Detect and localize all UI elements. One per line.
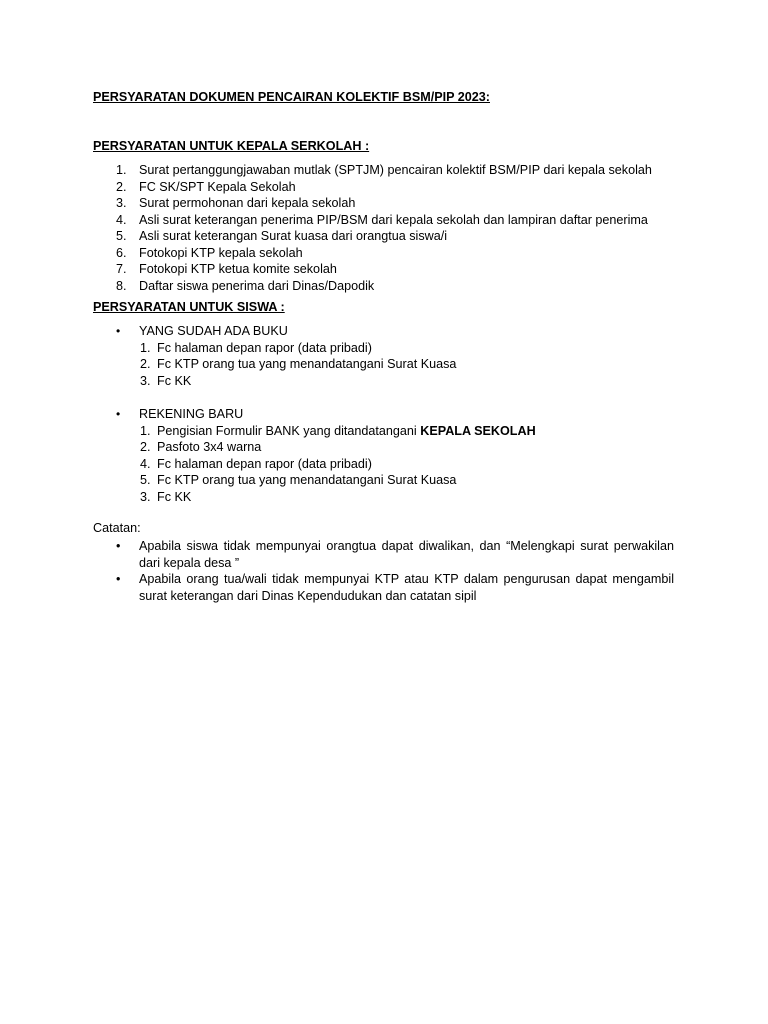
kepala-sekolah-list: [93, 162, 652, 294]
list-item: 3. Fc KK: [140, 489, 192, 504]
list-item: 4. Asli surat keterangan penerima PIP/BSM dari kepala sekolah dan lampiran daftar penerima: [116, 212, 648, 227]
siswa-heading: PERSYARATAN UNTUK SISWA :: [93, 300, 285, 314]
bullet-icon: •: [116, 539, 121, 553]
rekening-list: [93, 423, 536, 506]
list-item: 3. Fc KK: [140, 373, 192, 388]
bullet-icon: •: [116, 407, 121, 421]
list-item: 3. Surat permohonan dari kepala sekolah: [116, 196, 356, 210]
list-item: 6. Fotokopi KTP kepala sekolah: [116, 245, 303, 260]
list-item: • Apabila siswa tidak mempunyai orangtua dapat diwalikan, dan “Melengkapi surat perwakilan dari kepala desa ”: [116, 539, 674, 570]
list-item: 4. Fc halaman depan rapor (data pribadi): [140, 456, 372, 471]
list-item: 1. Pengisian Formulir BANK yang ditandatangani KEPALA SEKOLAH: [140, 423, 536, 438]
list-item: 2. FC SK/SPT Kepala Sekolah: [116, 179, 296, 194]
list-item: • Apabila orang tua/wali tidak mempunyai KTP atau KTP dalam pengurusan dapat mengambil surat keterangan dari Dinas Kependudukan dan catatan sipil: [116, 572, 674, 603]
catatan-list: [93, 538, 674, 604]
bullet-icon: •: [116, 324, 121, 338]
catatan-label: Catatan:: [93, 521, 141, 535]
kepala-sekolah-heading: PERSYARATAN UNTUK KEPALA SERKOLAH :: [93, 139, 370, 153]
group-label: • YANG SUDAH ADA BUKU: [116, 324, 288, 338]
document-title: PERSYARATAN DOKUMEN PENCAIRAN KOLEKTIF BSM/PIP 2023:: [93, 90, 490, 104]
list-item: 5. Asli surat keterangan Surat kuasa dari orangtua siswa/i: [116, 229, 448, 243]
list-item: 2. Pasfoto 3x4 warna: [140, 440, 262, 454]
bullet-icon: •: [116, 572, 121, 586]
list-item: 5. Fc KTP orang tua yang menandatangani Surat Kuasa: [140, 473, 457, 487]
list-item: 1. Surat pertanggungjawaban mutlak (SPTJM) pencairan kolektif BSM/PIP dari kepala sekolah: [116, 163, 652, 177]
list-item: 8. Daftar siswa penerima dari Dinas/Dapodik: [116, 278, 375, 293]
buku-list: [93, 340, 456, 390]
siswa-group-rekening: [93, 406, 536, 505]
list-item: 7. Fotokopi KTP ketua komite sekolah: [116, 262, 337, 276]
list-item: 1. Fc halaman depan rapor (data pribadi): [140, 340, 372, 355]
siswa-group-buku: [93, 323, 456, 389]
group-label: • REKENING BARU: [116, 407, 244, 421]
list-item: 2. Fc KTP orang tua yang menandatangani Surat Kuasa: [140, 357, 457, 371]
